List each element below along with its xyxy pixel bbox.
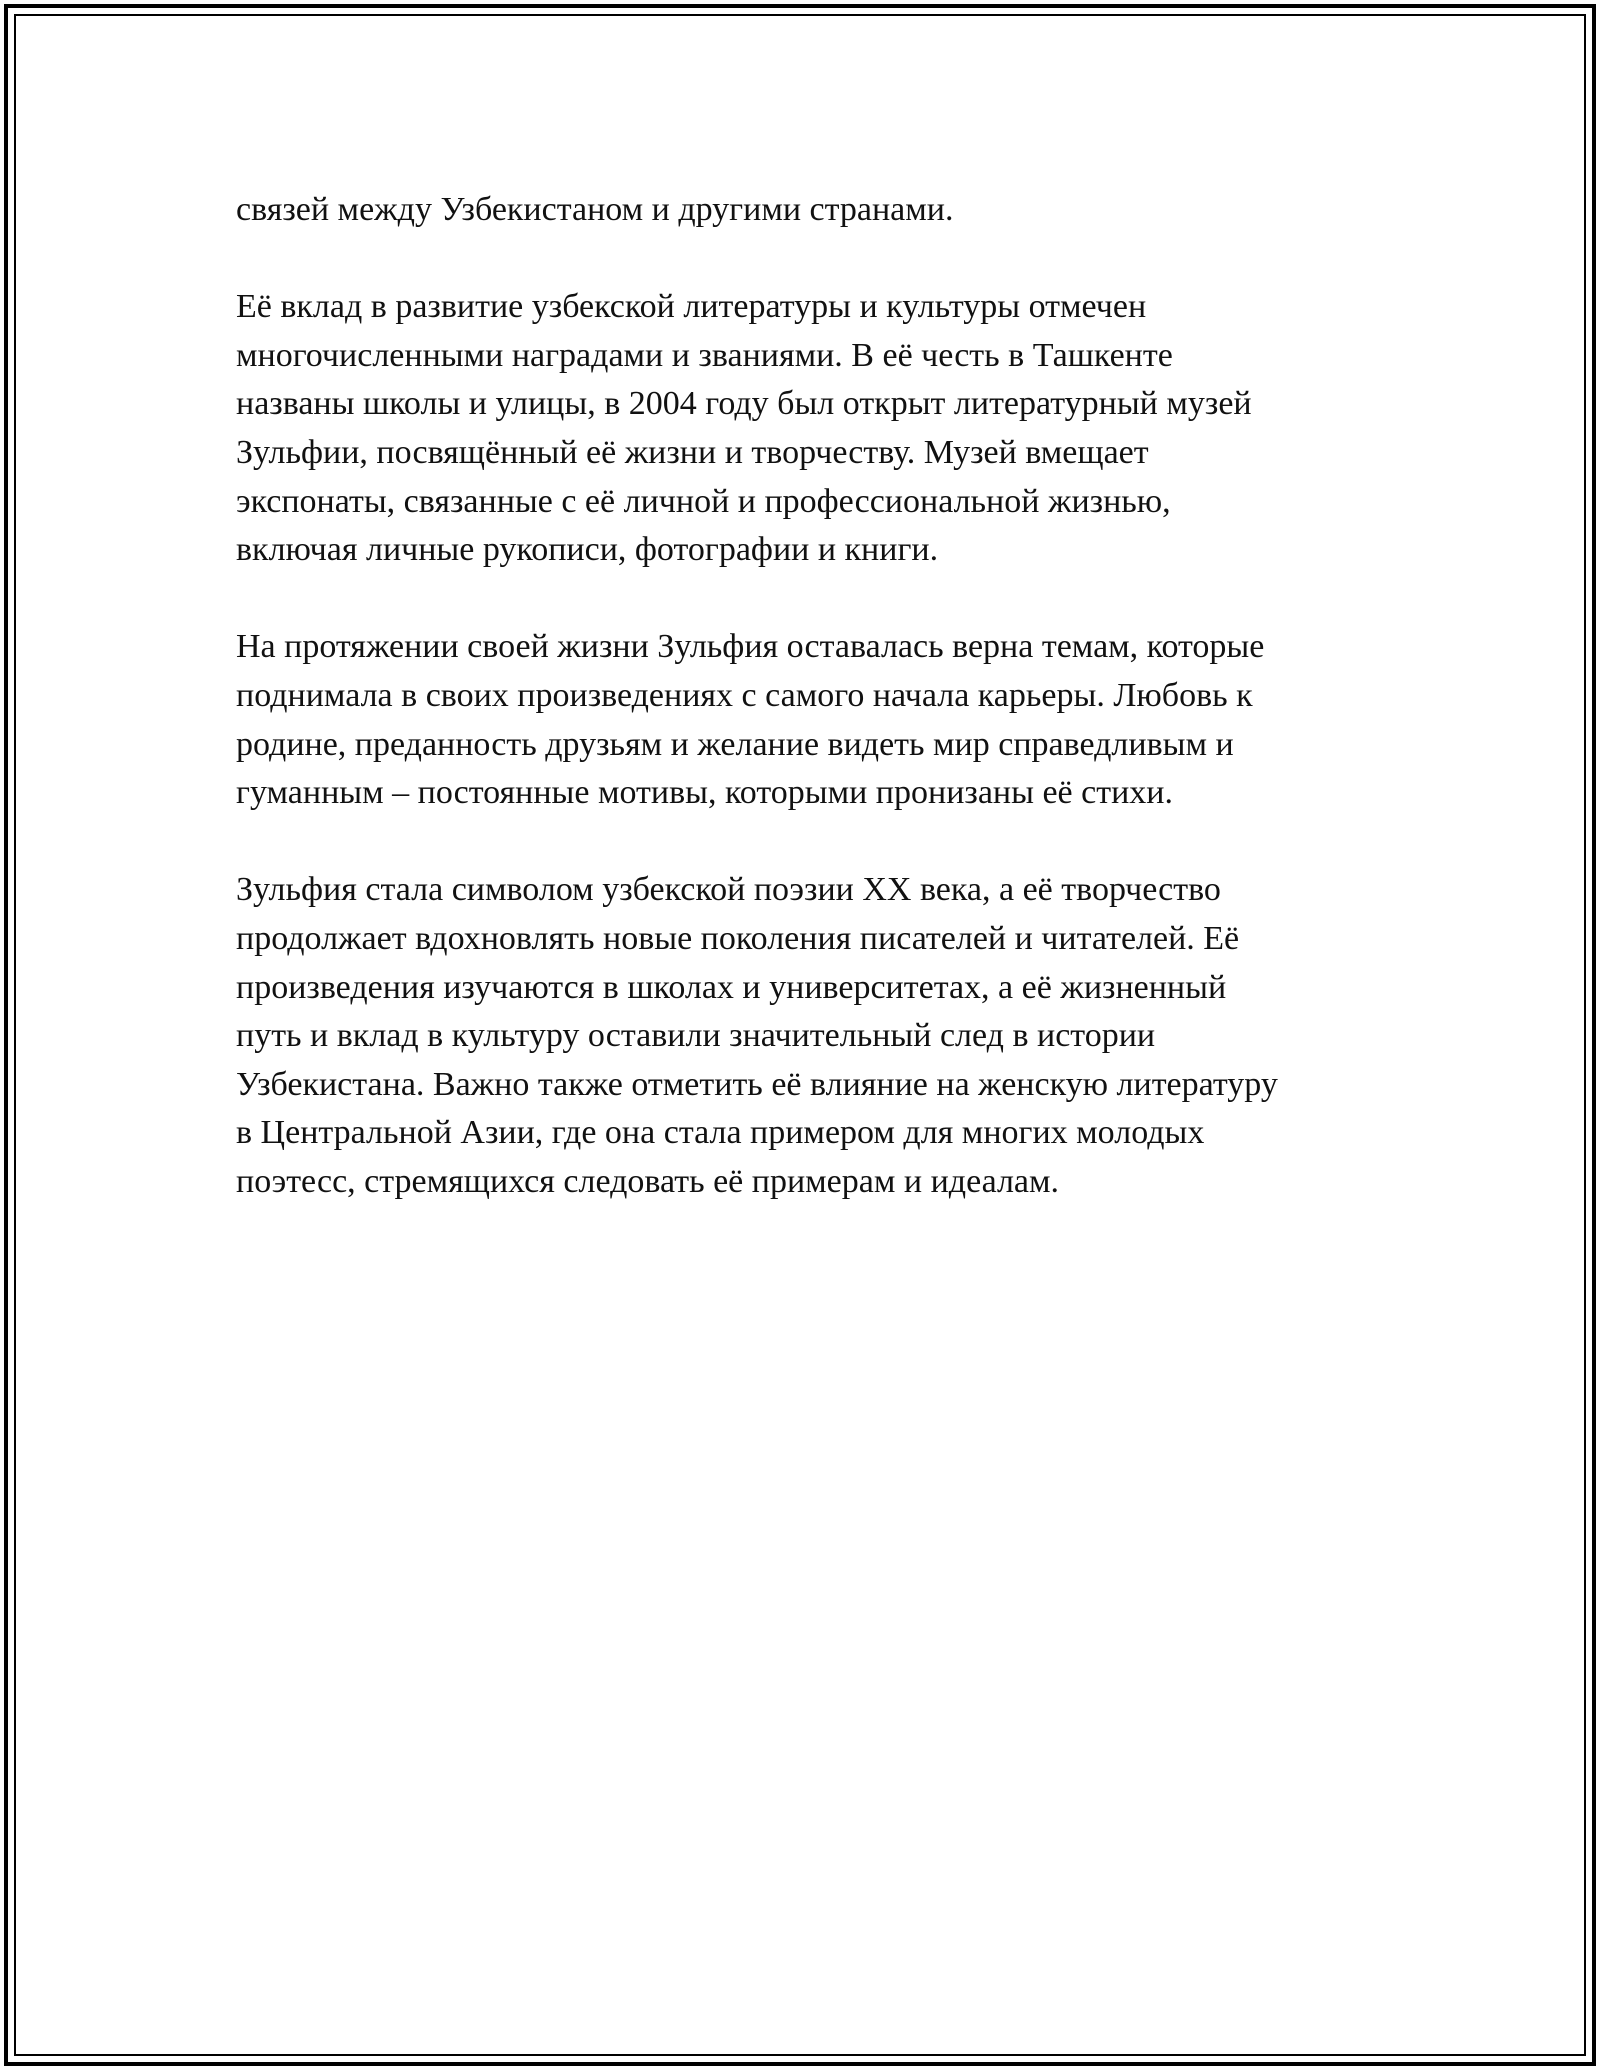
paragraph-line: Зульфия стала символом узбекской поэзии XX века, а её творчество xyxy=(236,871,1221,909)
paragraph-line: родине, преданность друзьям и желание видеть мир справедливым и xyxy=(236,725,1234,763)
paragraph-line: многочисленными наградами и званиями. В её честь в Ташкенте xyxy=(236,336,1173,374)
paragraph-line: На протяжении своей жизни Зульфия оставалась верна темам, которые xyxy=(236,628,1265,666)
paragraph-line: путь и вклад в культуру оставили значительный след в истории xyxy=(236,1017,1156,1055)
paragraph-4 xyxy=(236,866,1396,1206)
paragraph-line: поднимала в своих произведениях с самого начала карьеры. Любовь к xyxy=(236,676,1253,714)
paragraph-3 xyxy=(236,623,1396,817)
paragraph-line: экспонаты, связанные с её личной и профессиональной жизнью, xyxy=(236,482,1171,520)
paragraph-line: Её вклад в развитие узбекской литературы и культуры отмечен xyxy=(236,288,1147,326)
paragraph-line: Узбекистана. Важно также отметить её влияние на женскую литературу xyxy=(236,1065,1278,1103)
paragraph-line: в Центральной Азии, где она стала примером для многих молодых xyxy=(236,1114,1205,1152)
paragraph-line: поэтесс, стремящихся следовать её примерам и идеалам. xyxy=(236,1162,1060,1200)
paragraph-line: включая личные рукописи, фотографии и книги. xyxy=(236,531,939,569)
document-body xyxy=(236,186,1396,1255)
paragraph-line: продолжает вдохновлять новые поколения писателей и читателей. Её xyxy=(236,919,1240,957)
paragraph-2 xyxy=(236,283,1396,575)
paragraph-line: гуманным – постоянные мотивы, которыми пронизаны её стихи. xyxy=(236,774,1173,812)
paragraph-line: связей между Узбекистаном и другими странами. xyxy=(236,191,954,228)
paragraph-1 xyxy=(236,186,1396,235)
paragraph-line: произведения изучаются в школах и университетах, а её жизненный xyxy=(236,968,1227,1006)
paragraph-line: названы школы и улицы, в 2004 году был открыт литературный музей xyxy=(236,385,1252,423)
paragraph-line: Зульфии, посвящённый её жизни и творчеству. Музей вмещает xyxy=(236,433,1149,471)
